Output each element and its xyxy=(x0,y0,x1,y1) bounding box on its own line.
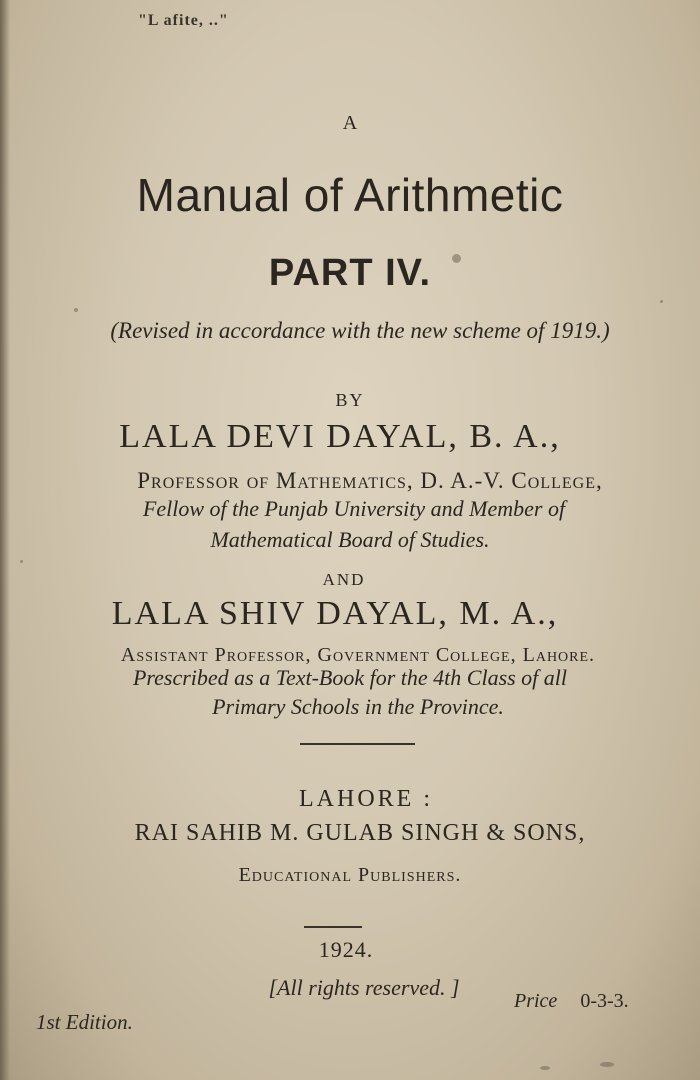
author-2-name: LALA SHIV DAYAL, M. A., xyxy=(111,595,559,632)
paper-speck xyxy=(20,560,23,563)
book-title: Manual of Arithmetic xyxy=(136,169,564,221)
divider-rule xyxy=(300,743,415,745)
publication-year: 1924. xyxy=(318,937,374,962)
edition-label: 1st Edition. xyxy=(36,1010,133,1034)
publisher-description: Educational Publishers. xyxy=(238,864,462,886)
prescribed-note-1: Prescribed as a Text-Book for the 4th Class of all xyxy=(132,665,568,690)
publisher-city: LAHORE : xyxy=(299,786,433,812)
and-label: AND xyxy=(322,570,366,589)
divider-rule-short xyxy=(304,926,362,928)
part-heading: PART IV. xyxy=(268,252,432,294)
paper-speck xyxy=(540,1066,550,1070)
prescribed-note-2: Primary Schools in the Province. xyxy=(212,694,504,719)
paper-speck xyxy=(74,308,78,312)
author-1-detail-1: Fellow of the Punjab University and Member of xyxy=(142,496,566,521)
author-1-detail-2: Mathematical Board of Studies. xyxy=(210,527,490,552)
price-value: 0-3-3. xyxy=(580,990,629,1012)
author-1-title: Professor of Mathematics, D. A.-V. College, xyxy=(137,468,603,493)
author-1-name: LALA DEVI DAYAL, B. A., xyxy=(119,418,561,455)
title-article: A xyxy=(342,112,358,134)
paper-speck xyxy=(452,254,461,263)
revision-note: (Revised in accordance with the new scheme of 1919.) xyxy=(110,318,610,343)
price-block xyxy=(514,990,629,1013)
price-label: Price xyxy=(514,990,558,1012)
rights-notice: [All rights reserved. ] xyxy=(268,975,460,1000)
paper-speck xyxy=(660,300,663,303)
handwritten-mark: "L afite, .." xyxy=(138,12,229,29)
author-2-title: Assistant Professor, Government College, Lahore. xyxy=(120,644,596,666)
paper-speck xyxy=(600,1062,614,1067)
by-label: BY xyxy=(335,390,365,410)
publisher-name: RAI SAHIB M. GULAB SINGH & SONS, xyxy=(134,820,586,846)
